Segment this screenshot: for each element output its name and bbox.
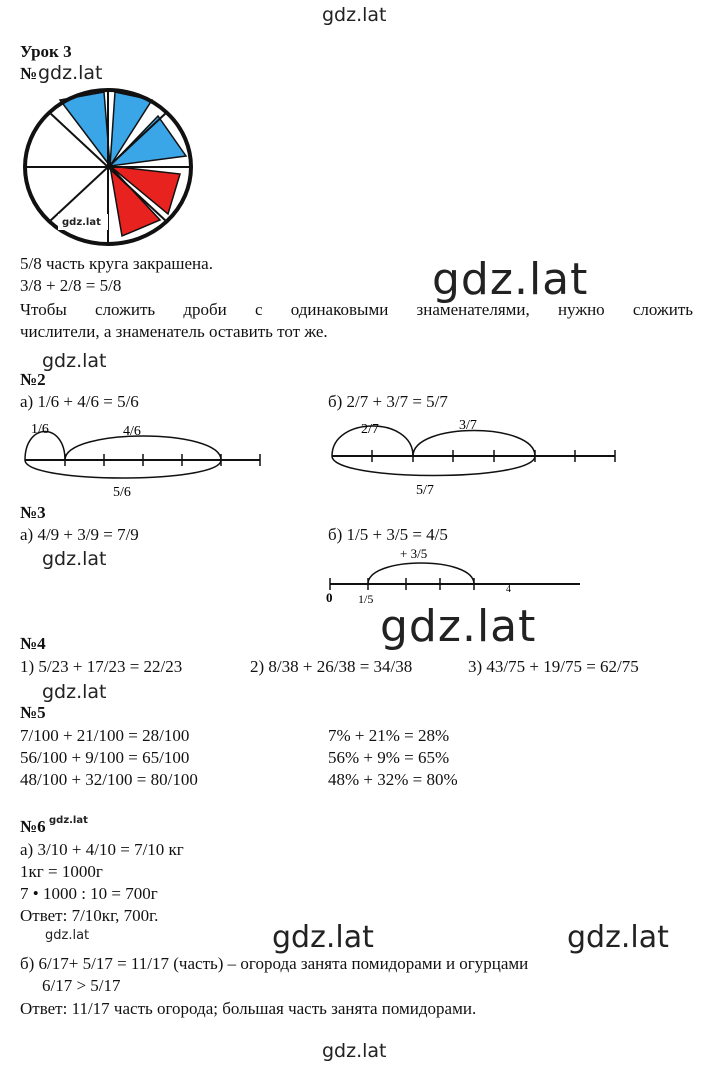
task2-b-equation: б) 2/7 + 3/7 = 5/7 (328, 392, 448, 411)
task1-line-2: 3/8 + 2/8 = 5/8 (20, 276, 122, 295)
watermark-circle: gdz.lat (62, 217, 101, 228)
task2-a-equation: а) 1/6 + 4/6 = 5/6 (20, 392, 139, 411)
task1-line-3: Чтобы сложить дроби с одинаковыми знаменателями, нужно сложить (20, 300, 693, 319)
label-1-5: 1/5 (358, 592, 374, 606)
task6-a-line-2: 1кг = 1000г (20, 862, 103, 881)
task5-left-3: 48/100 + 32/100 = 80/100 (20, 770, 198, 789)
task1-number-sign: № (20, 64, 38, 83)
task5-left-1: 7/100 + 21/100 = 28/100 (20, 726, 190, 745)
label-3-7: 3/7 (459, 418, 477, 433)
task6-a-line-3: 7 • 1000 : 10 = 700г (20, 884, 158, 903)
watermark-task6-small: gdz.lat (49, 815, 88, 826)
task3-b-equation: б) 1/5 + 3/5 = 4/5 (328, 525, 448, 544)
label-5-6: 5/6 (113, 485, 131, 500)
label-plus-3-5: + 3/5 (400, 546, 428, 561)
watermark-task2: gdz.lat (42, 350, 107, 372)
label-4: 4 (506, 584, 511, 595)
watermark-bottom: gdz.lat (322, 1040, 387, 1062)
label-2-7: 2/7 (361, 422, 379, 437)
arc-3-5 (368, 563, 474, 584)
task5-right-3: 48% + 32% = 80% (328, 770, 458, 789)
label-5-7: 5/7 (416, 483, 434, 498)
task5-right-2: 56% + 9% = 65% (328, 748, 450, 767)
task4-title: №4 (20, 634, 46, 653)
watermark-medium-1: gdz.lat (272, 920, 374, 955)
task3-a-equation: а) 4/9 + 3/9 = 7/9 (20, 525, 139, 544)
watermark-task3: gdz.lat (42, 548, 107, 570)
task3-title: №3 (20, 503, 46, 522)
task4-item-2: 2) 8/38 + 26/38 = 34/38 (250, 657, 413, 676)
watermark-task6: gdz.lat (45, 928, 90, 943)
task2-title: №2 (20, 370, 46, 389)
task3-b-number-line (322, 544, 584, 608)
watermark-task1: gdz.lat (38, 62, 103, 84)
watermark-medium-2: gdz.lat (567, 920, 669, 955)
task1-line-4: числители, а знаменатель оставить тот же. (20, 322, 328, 341)
task2-b-number-line (325, 416, 620, 501)
watermark-task4: gdz.lat (42, 681, 107, 703)
watermark-large-2: gdz.lat (380, 601, 537, 652)
arc-5-6 (25, 460, 221, 478)
task5-left-2: 56/100 + 9/100 = 65/100 (20, 748, 190, 767)
arc-3-7 (413, 431, 535, 457)
task5-title: №5 (20, 703, 46, 722)
label-zero: 0 (326, 590, 333, 605)
task6-a-line-1: а) 3/10 + 4/10 = 7/10 кг (20, 840, 184, 859)
task1-line-1: 5/8 часть круга закрашена. (20, 254, 213, 273)
watermark-large-1: gdz.lat (432, 254, 589, 305)
label-1-6: 1/6 (31, 422, 49, 437)
lesson-title: Урок 3 (20, 42, 72, 61)
task4-item-1: 1) 5/23 + 17/23 = 22/23 (20, 657, 183, 676)
task6-b-line-2: 6/17 > 5/17 (42, 976, 121, 995)
task5-right-1: 7% + 21% = 28% (328, 726, 450, 745)
label-4-6: 4/6 (123, 424, 141, 439)
task4-item-3: 3) 43/75 + 19/75 = 62/75 (468, 657, 639, 676)
task6-a-line-4: Ответ: 7/10кг, 700г. (20, 906, 159, 925)
task6-b-line-1: б) 6/17+ 5/17 = 11/17 (часть) – огорода занята помидорами и огурцами (20, 954, 529, 973)
task2-a-number-line (15, 416, 270, 501)
task6-title: №6 (20, 817, 46, 836)
watermark-top: gdz.lat (322, 4, 387, 26)
task6-b-line-3: Ответ: 11/17 часть огорода; большая часть занята помидорами. (20, 999, 477, 1018)
circle-diagram (20, 86, 200, 252)
arc-5-7 (332, 456, 535, 476)
